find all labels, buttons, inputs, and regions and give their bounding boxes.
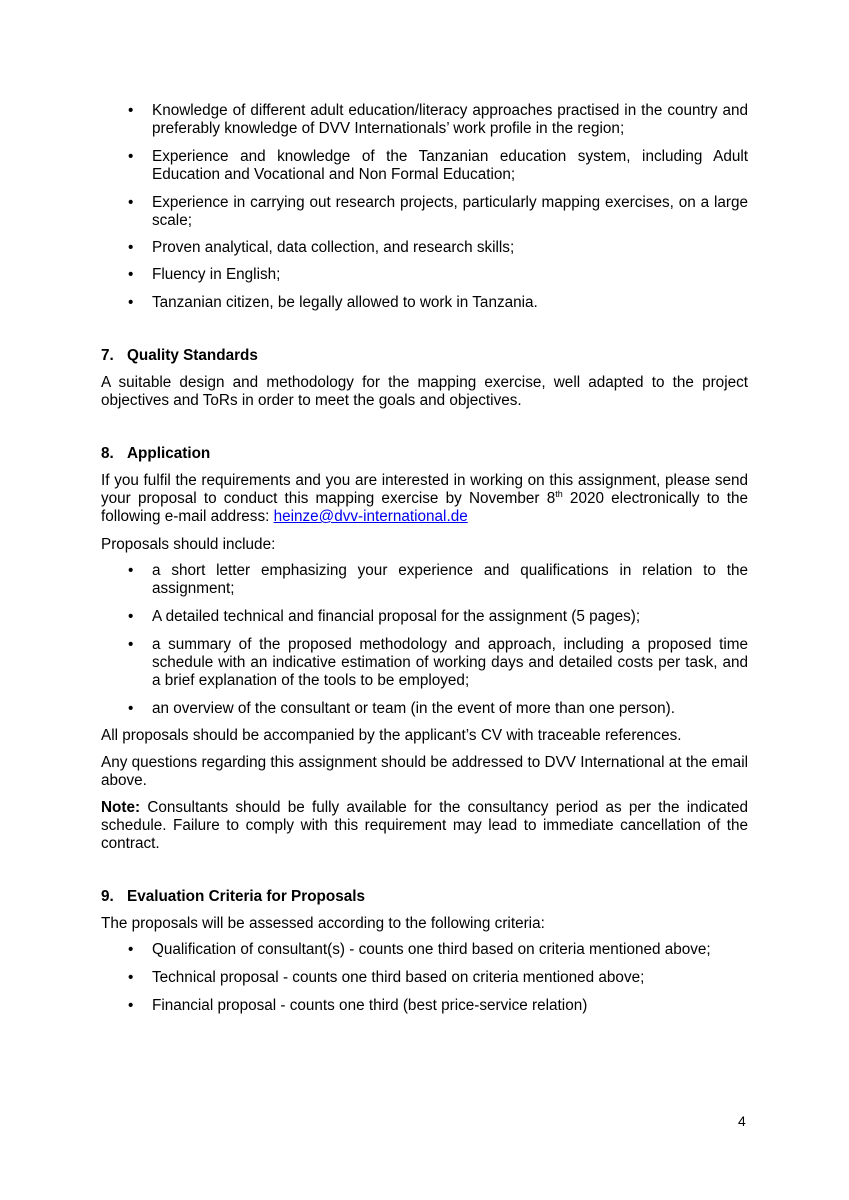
section-title: Quality Standards: [127, 347, 258, 364]
list-item-text: Qualification of consultant(s) - counts one third based on criteria mentioned above;: [152, 941, 711, 958]
bullet-icon: •: [128, 997, 134, 1014]
bullet-icon: •: [128, 102, 134, 119]
list-item: [128, 608, 748, 626]
cv-text: All proposals should be accompanied by the applicant’s CV with traceable references.: [101, 727, 682, 744]
list-item-text: Proven analytical, data collection, and research skills;: [152, 239, 515, 256]
list-item-text: Experience in carrying out research projects, particularly mapping exercises, on a large scale;: [152, 194, 748, 229]
bullet-icon: •: [128, 239, 134, 256]
section-number: 9.: [101, 888, 114, 905]
bullet-icon: •: [128, 294, 134, 311]
list-item-text: Tanzanian citizen, be legally allowed to work in Tanzania.: [152, 294, 538, 311]
list-item: [128, 194, 748, 230]
list-item: [128, 636, 748, 690]
list-item: [128, 997, 748, 1015]
section-title: Application: [127, 445, 211, 462]
bullet-icon: •: [128, 941, 134, 958]
bullet-icon: •: [128, 194, 134, 211]
bullet-icon: •: [128, 266, 134, 283]
list-item-text: Experience and knowledge of the Tanzanian education system, including Adult Education and Vocational and Non Formal Education;: [152, 148, 748, 183]
bullet-icon: •: [128, 148, 134, 165]
note-label: Note:: [101, 799, 141, 816]
section-number: 7.: [101, 347, 114, 364]
list-item: [128, 941, 748, 959]
note-text: Consultants should be fully available for the consultancy period as per the indicated schedule. Failure to comply with this requirement may lead to immediate cancellation of the contract.: [101, 799, 748, 852]
section-number: 8.: [101, 445, 114, 462]
bullet-icon: •: [128, 608, 134, 625]
note: [101, 799, 748, 853]
list-item-text: a short letter emphasizing your experience and qualifications in relation to the assignment;: [152, 562, 748, 597]
bullet-icon: •: [128, 562, 134, 579]
list-item-text: Technical proposal - counts one third based on criteria mentioned above;: [152, 969, 645, 986]
questions-text: Any questions regarding this assignment should be addressed to DVV International at the email above.: [101, 754, 748, 789]
section-9-heading: [101, 888, 748, 906]
list-item: [128, 148, 748, 184]
list-item-text: Financial proposal - counts one third (best price-service relation): [152, 997, 588, 1014]
bullet-icon: •: [128, 636, 134, 653]
include-label: Proposals should include:: [101, 536, 276, 553]
ordinal-suffix: th: [555, 489, 563, 499]
list-item: [128, 562, 748, 598]
application-intro: [101, 472, 748, 526]
list-item: [128, 969, 748, 987]
section-title: Evaluation Criteria for Proposals: [127, 888, 366, 905]
evaluation-intro: The proposals will be assessed according to the following criteria:: [101, 915, 545, 932]
list-item: [128, 102, 748, 138]
list-item-text: an overview of the consultant or team (in the event of more than one person).: [152, 700, 675, 717]
list-item-text: Knowledge of different adult education/literacy approaches practised in the country and preferably knowledge of DVV Internationals’ work profile in the region;: [152, 102, 748, 137]
intro-text: 2020 electronically to the following e-mail address:: [101, 490, 748, 525]
section-7-heading: [101, 347, 748, 365]
list-item-text: a summary of the proposed methodology and approach, including a proposed time schedule with an indicative estimation of working days and detailed costs per task, and a brief explanation of the tools to be employed;: [152, 636, 748, 689]
list-item: [128, 266, 748, 284]
bullet-icon: •: [128, 700, 134, 717]
page-number: 4: [738, 1113, 746, 1129]
list-item: [128, 294, 748, 312]
intro-text: If you fulfil the requirements and you are interested in working on this assignment, please send your proposal to conduct this mapping exercise by November 8: [101, 472, 748, 507]
list-item: [128, 239, 748, 257]
bullet-icon: •: [128, 969, 134, 986]
list-item-text: Fluency in English;: [152, 266, 281, 283]
section-7-text: A suitable design and methodology for the mapping exercise, well adapted to the project objectives and ToRs in order to meet the goals and objectives.: [101, 374, 748, 409]
list-item: [128, 700, 748, 718]
list-item-text: A detailed technical and financial proposal for the assignment (5 pages);: [152, 608, 641, 625]
section-8-heading: [101, 445, 748, 463]
email-link[interactable]: heinze@dvv-international.de: [273, 508, 468, 525]
